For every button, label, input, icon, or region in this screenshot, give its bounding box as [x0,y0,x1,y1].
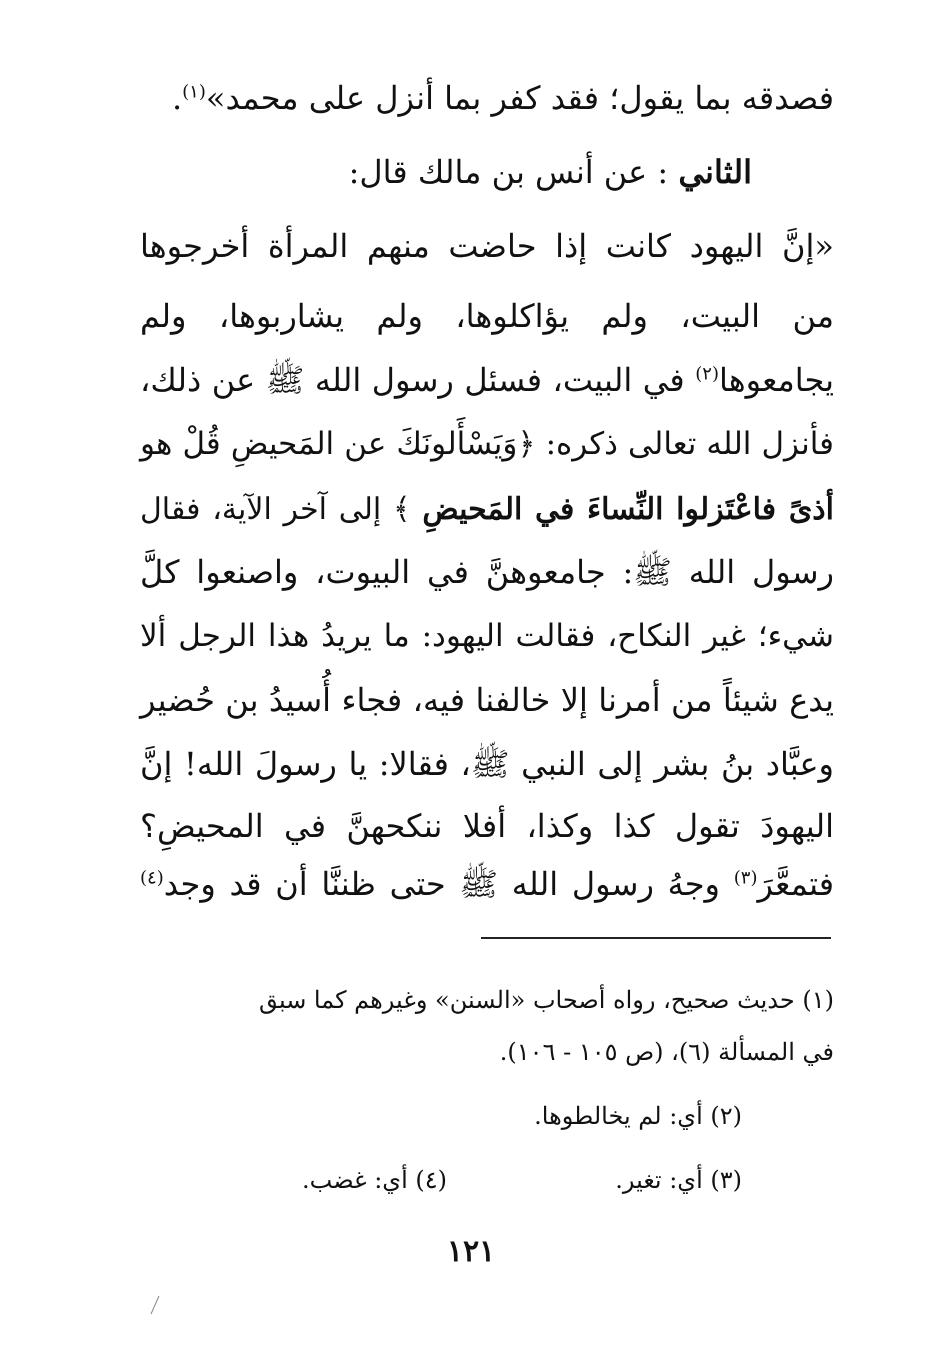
quran-verse-bold: أذىً فاعْتَزلوا النِّساءَ في المَحيضِ [422,492,834,527]
footnote-divider [481,937,831,939]
heading-rest: : عن أنس بن مالك قال: [348,153,669,191]
line-12-start: فتمعَّرَ [757,865,835,903]
text-line-11: اليهودَ تقول كذا وكذا، أفلا ننكحهنَّ في المحيضِ؟ [140,807,835,845]
text-line-9: يدع شيئاً من أمرنا إلا خالفنا فيه، فجاء أُسيدُ بن حُضير [140,681,834,719]
footnote-1-line-1: (١) حديث صحيح، رواه أصحاب «السنن» وغيرهم كما سبق [258,986,834,1014]
footnote-ref-4: (٤) [140,867,164,889]
footnote-2: (٢) أي: لم يخالطوها. [534,1102,742,1130]
section-heading [140,142,752,202]
footnote-ref-1: (١) [182,81,206,103]
scan-mark-icon [148,1295,162,1315]
footnote-1-line-2: في المسألة (٦)، (ص ١٠٥ - ١٠٦). [499,1038,834,1066]
text-line-6 [140,480,834,540]
line-1-end: . [171,79,183,117]
page-number: ١٢١ [446,1234,496,1269]
footnote-ref-3: (٣) [733,867,758,889]
text-line-2: «إنَّ اليهود كانت إذا حاضت منهم المرأة أخرجوها [140,227,834,265]
footnote-3: (٣) أي: تغير. [615,1166,742,1194]
text-line-1 [140,68,834,128]
text-line-3: من البيت، ولم يؤاكلوها، ولم يشاربوها، ولم [140,297,834,335]
text-line-12 [140,854,834,914]
footnote-ref-2: (٢) [695,363,719,385]
line-4-start: يجامعوها [718,361,835,399]
text-line-4 [140,350,834,410]
line-12-rest: وجهُ رسول الله ﷺ حتى ظننَّا أن قد وجد [163,865,721,903]
text-line-10: وعبَّاد بنُ بشر إلى النبي ﷺ، فقالا: يا رسولَ الله! إنَّ [140,745,834,783]
text-line-7: رسول الله ﷺ: جامعوهنَّ في البيوت، واصنعوا كلَّ [140,553,835,591]
text-line-8: شيء؛ غير النكاح، فقالت اليهود: ما يريدُ هذا الرجل ألا [140,618,834,654]
heading-bold: الثاني [678,153,752,191]
line-4-rest: في البيت، فسئل رسول الله ﷺ عن ذلك، [140,361,685,399]
text-line-5: فأنزل الله تعالى ذكره: ﴿وَيَسْأَلونَكَ عن المَحيضِ قُلْ هو [140,426,834,462]
line-6-rest: ﴾ إلى آخر الآية، فقال [140,492,411,527]
footnote-4: (٤) أي: غضب. [302,1166,447,1194]
line-1-text: فصدقه بما يقول؛ فقد كفر بما أنزل على محمد» [205,79,834,117]
